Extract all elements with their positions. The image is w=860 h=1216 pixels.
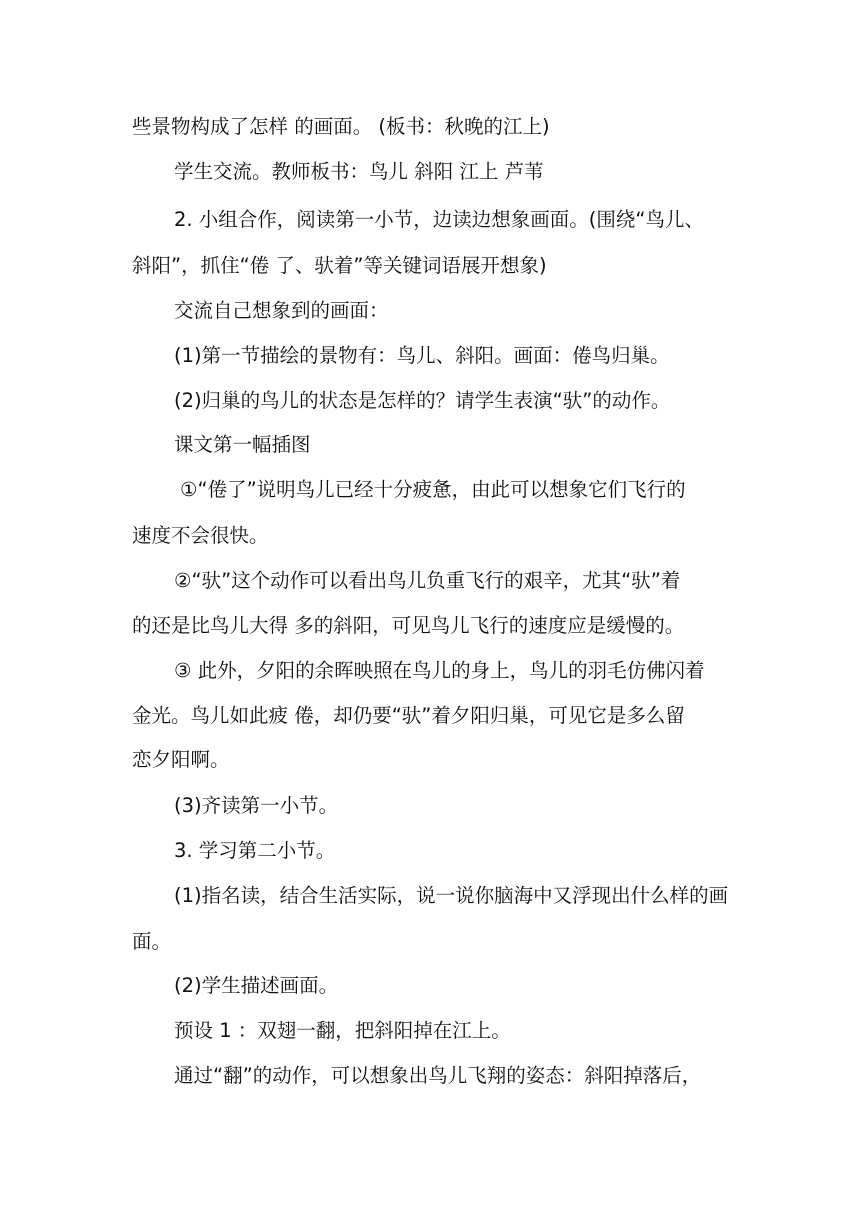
text-line: ①“倦了”说明鸟儿已经十分疲惫，由此可以想象它们飞行的 — [180, 478, 686, 501]
text-line: ②“驮”这个动作可以看出鸟儿负重飞行的艰辛，尤其“驮”着 — [174, 569, 681, 592]
text-line: (2)学生描述画面。 — [174, 974, 339, 997]
text-line: (2)归巢的鸟儿的状态是怎样的？请学生表演“驮”的动作。 — [174, 389, 671, 412]
text-line: 学生交流。教师板书：鸟儿 斜阳 江上 芦苇 — [174, 160, 544, 183]
text-line: 恋夕阳啊。 — [132, 748, 230, 771]
text-line: 通过“翻”的动作，可以想象出鸟儿飞翔的姿态：斜阳掉落后， — [174, 1064, 702, 1087]
text-line: (3)齐读第一小节。 — [174, 794, 339, 817]
text-line: (1)指名读，结合生活实际，说一说你脑海中又浮现出什么样的画 — [174, 884, 729, 907]
text-line: 的还是比鸟儿大得 多的斜阳，可见鸟儿飞行的速度应是缓慢的。 — [132, 614, 685, 637]
text-line: 些景物构成了怎样 的画面。 (板书：秋晚的江上) — [132, 115, 550, 138]
text-line: ③ 此外，夕阳的余晖映照在鸟儿的身上，鸟儿的羽毛仿佛闪着 — [174, 659, 705, 682]
text-line: 面。 — [132, 930, 172, 953]
text-line: 斜阳”，抓住“倦 了、驮着”等关键词语展开想象) — [132, 254, 547, 277]
text-line: (1)第一节描绘的景物有：鸟儿、斜阳。画面：倦鸟归巢。 — [174, 344, 670, 367]
text-line: 2. 小组合作，阅读第一小节，边读边想象画面。(围绕“鸟儿、 — [174, 208, 705, 231]
text-line: 课文第一幅插图 — [174, 433, 311, 456]
text-line: 预设 1 ：双翅一翻，把斜阳掉在江上。 — [174, 1019, 511, 1042]
text-line: 速度不会很快。 — [132, 524, 269, 547]
text-line: 3. 学习第二小节。 — [174, 839, 336, 862]
text-line: 交流自己想象到的画面： — [174, 299, 389, 322]
text-line: 金光。鸟儿如此疲 倦，却仍要“驮”着夕阳归巢，可见它是多么留 — [132, 704, 685, 727]
